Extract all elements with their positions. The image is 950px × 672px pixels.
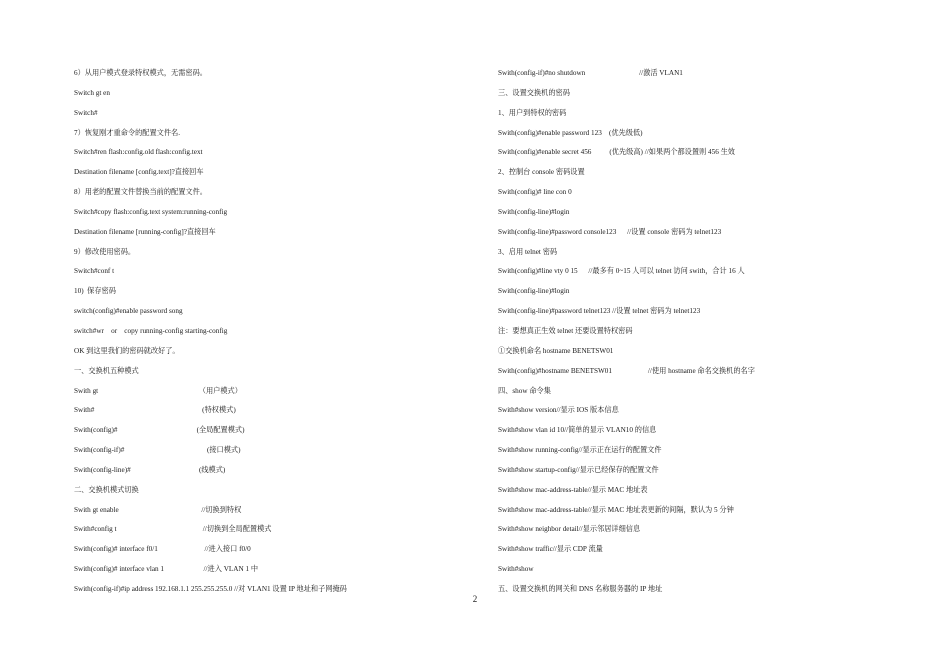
- right-column-line: 3、启用 telnet 密码: [498, 247, 558, 256]
- right-column-line: Swith#show startup-config//显示已经保存的配置文件: [498, 465, 659, 474]
- right-column-line: Swith(config)# line con 0: [498, 188, 572, 197]
- right-column-line: Swith#show mac-address-table//显示 MAC 地址表: [498, 485, 648, 494]
- right-column-line: Swith(config)#hostname BENETSW01 //使用 hostname 命名交换机的名字: [498, 366, 755, 375]
- right-column-line: 三、设置交换机的密码: [498, 88, 570, 97]
- left-column-line: Switch#: [74, 108, 98, 117]
- right-column-line: Swith(config)#enable password 123 (优先级低): [498, 128, 643, 137]
- left-column-line: OK 到这里我们的密码就改好了。: [74, 346, 180, 355]
- right-column-line: ①交换机命名 hostname BENETSW01: [498, 346, 614, 355]
- left-column-line: 二、交换机模式切换: [74, 485, 139, 494]
- right-column-line: 2、控制台 console 密码设置: [498, 168, 585, 177]
- right-column-line: Swith#show mac-address-table//显示 MAC 地址表更新的间隔，默认为 5 分钟: [498, 505, 734, 514]
- left-column-line: Switch#copy flash:config.text system:running-config: [74, 207, 228, 216]
- right-column-line: Swith(config-if)#no shutdown //激活 VLAN1: [498, 69, 683, 77]
- page-number: 2: [472, 594, 478, 604]
- left-column-line: Swith gt enable //切换到特权: [74, 505, 242, 514]
- left-column-line: Swith gt （用户模式）: [74, 386, 242, 395]
- left-column-line: switch#wr or copy running-config starting-config: [74, 326, 228, 335]
- left-column-line: Destination filename [config.text]?直接回车: [74, 168, 204, 177]
- right-column-line: 五、设置交换机的网关和 DNS 名称服务器的 IP 地址: [498, 584, 663, 593]
- right-column-line: Swith(config-line)#password telnet123 //设置 telnet 密码为 telnet123: [498, 307, 701, 316]
- left-column-line: Swith(config-line)# (线模式): [74, 465, 226, 474]
- right-column-line: 注：要想真正生效 telnet 还要设置特权密码: [498, 326, 633, 335]
- left-column-line: Switch gt en: [74, 88, 110, 97]
- left-column-line: 6）从用户模式登录特权模式，无需密码。: [74, 69, 207, 77]
- right-column-line: Swith(config-line)#login: [498, 287, 570, 296]
- right-column-line: 四、show 命令集: [498, 386, 551, 395]
- left-column-line: Switch#conf t: [74, 267, 115, 276]
- left-column-line: Swith# (特权模式): [74, 406, 236, 415]
- left-column-line: Swith(config-if)#ip address 192.168.1.1 255.255.255.0 //对 VLAN1 设置 IP 地址和子网掩码: [74, 584, 347, 593]
- left-column-line: 一、交换机五种模式: [74, 366, 139, 375]
- left-column-line: Swith(config)# interface f0/1 //进入接口 f0/0: [74, 545, 251, 554]
- right-column-line: 1、用户到特权的密码: [498, 108, 567, 117]
- right-column: [498, 66, 918, 602]
- left-column-line: 8）用老的配置文件替换当前的配置文件。: [74, 188, 207, 197]
- left-column-line: switch(config)#enable password song: [74, 307, 183, 316]
- right-column-line: Swith(config)#enable secret 456 (优先级高) //如果两个都设置则 456 生效: [498, 148, 735, 157]
- left-column-line: 9）修改使用密码。: [74, 247, 136, 256]
- left-column-line: Destination filename [running-config]?直接回车: [74, 227, 216, 236]
- left-column-line: Swith(config-if)# (接口模式): [74, 446, 241, 455]
- right-column-line: Swith(config)#line vty 0 15 //最多有 0~15 人可以 telnet 访问 swith，合计 16 人: [498, 267, 745, 276]
- left-column: [74, 66, 484, 602]
- left-column-line: Switch#ren flash:config.old flash:config.text: [74, 148, 203, 157]
- right-column-line: Swith#show traffic//显示 CDP 流量: [498, 545, 603, 554]
- left-column-line: 10) 保存密码: [74, 287, 116, 296]
- left-column-line: Swith#config t //切换到全局配置模式: [74, 525, 272, 534]
- right-column-line: Swith(config-line)#login: [498, 207, 570, 216]
- left-column-line: Swith(config)# interface vlan 1 //进入 VLAN 1 中: [74, 565, 259, 574]
- right-column-line: Swith#show neighbor detail//显示邻居详细信息: [498, 525, 641, 534]
- left-column-line: 7）恢复刚才重命令的配置文件名.: [74, 128, 181, 137]
- left-column-line: Swith(config)# (全局配置模式): [74, 426, 245, 435]
- right-column-line: Swith#show version//显示 IOS 版本信息: [498, 406, 619, 415]
- right-column-line: Swith(config-line)#password console123 //设置 console 密码为 telnet123: [498, 227, 722, 236]
- right-column-line: Swith#show vlan id 10//简单的显示 VLAN10 的信息: [498, 426, 657, 435]
- right-column-line: Swith#show running-config//显示正在运行的配置文件: [498, 446, 662, 455]
- right-column-line: Swith#show: [498, 565, 534, 574]
